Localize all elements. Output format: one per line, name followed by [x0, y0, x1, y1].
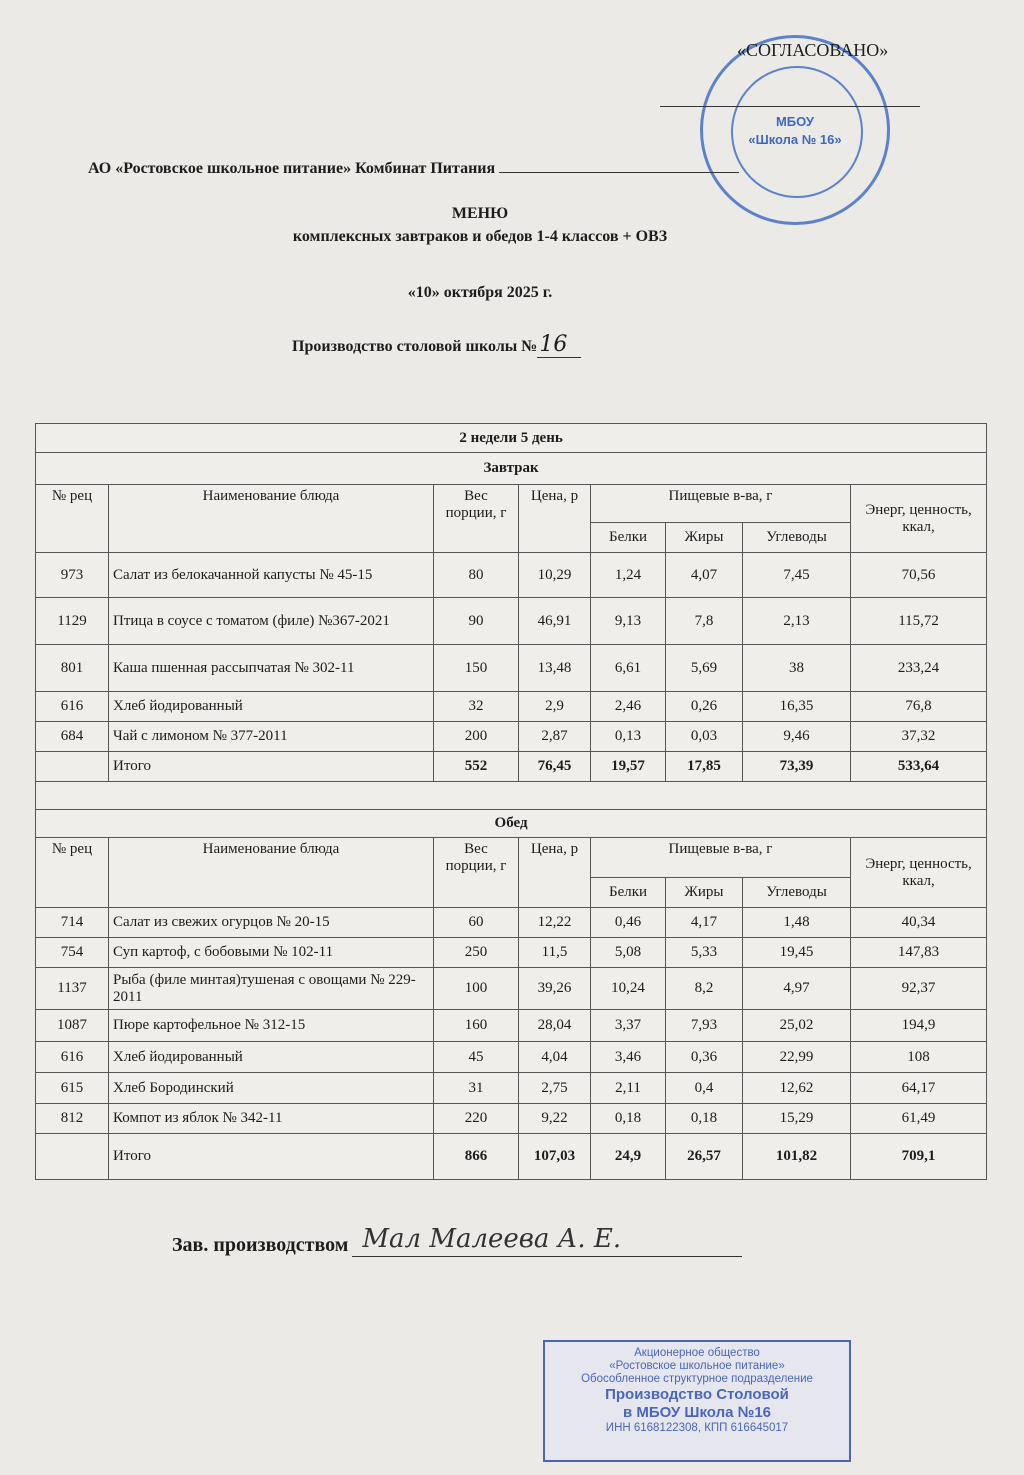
table-cell: 76,8 [851, 692, 987, 722]
table-cell: 16,35 [743, 692, 851, 722]
table-cell: 2,9 [519, 692, 591, 722]
total-cell: 101,82 [743, 1134, 851, 1180]
header-nutrients: Пищевые в-ва, г [591, 838, 851, 878]
table-cell: 9,22 [519, 1104, 591, 1134]
table-cell: 8,2 [666, 968, 743, 1010]
table-cell: 973 [36, 553, 109, 598]
table-row [36, 692, 987, 722]
table-cell: 12,62 [743, 1073, 851, 1104]
table-cell: 9,13 [591, 598, 666, 645]
organization-name: АО «Ростовское школьное питание» Комбинат Питания [88, 160, 496, 177]
table-cell: 3,46 [591, 1042, 666, 1073]
table-cell: 0,18 [666, 1104, 743, 1134]
total-cell: 107,03 [519, 1134, 591, 1180]
table-cell: 194,9 [851, 1010, 987, 1042]
menu-date: «10» октября 2025 г. [407, 284, 553, 301]
stamp-line: ИНН 6168122308, КПП 616645017 [605, 1422, 789, 1434]
table-cell: 7,45 [743, 553, 851, 598]
column-header-row [36, 485, 987, 523]
table-cell: 108 [851, 1042, 987, 1073]
table-cell: 7,93 [666, 1010, 743, 1042]
table-cell: 1137 [36, 968, 109, 1010]
total-cell: 866 [434, 1134, 519, 1180]
table-cell: 2,13 [743, 598, 851, 645]
section-title-row [36, 810, 987, 838]
table-cell: 2,75 [519, 1073, 591, 1104]
dish-name: Хлеб йодированный [109, 1042, 434, 1073]
stamp-line: в МБОУ Школа №16 [622, 1404, 772, 1421]
stamp-line: Производство Столовой [605, 1386, 789, 1403]
total-cell: 19,57 [591, 752, 666, 782]
table-cell: 25,02 [743, 1010, 851, 1042]
stamp-text: «Школа № 16» [748, 132, 842, 147]
table-cell: 45 [434, 1042, 519, 1073]
table-cell: 9,46 [743, 722, 851, 752]
table-row [36, 722, 987, 752]
table-cell: 615 [36, 1073, 109, 1104]
table-cell: 812 [36, 1104, 109, 1134]
header-fat: Жиры [666, 523, 743, 553]
table-cell: 3,37 [591, 1010, 666, 1042]
dish-name: Чай с лимоном № 377-2011 [109, 722, 434, 752]
week-day-title: 2 недели 5 день [36, 424, 987, 453]
table-cell: 39,26 [519, 968, 591, 1010]
table-cell: 0,13 [591, 722, 666, 752]
organization-header [88, 160, 739, 178]
total-cell: 76,45 [519, 752, 591, 782]
table-cell: 12,22 [519, 908, 591, 938]
header-price: Цена, р [519, 485, 591, 553]
table-cell: 4,97 [743, 968, 851, 1010]
table-cell: 1,24 [591, 553, 666, 598]
table-cell: 250 [434, 938, 519, 968]
table-cell: 10,29 [519, 553, 591, 598]
table-row [36, 908, 987, 938]
spacer-cell [36, 782, 987, 810]
header-carbs: Углеводы [743, 878, 851, 908]
header-energy: Энерг, ценность, ккал, [851, 838, 987, 908]
table-cell: 0,4 [666, 1073, 743, 1104]
table-cell: 38 [743, 645, 851, 692]
table-cell: 2,11 [591, 1073, 666, 1104]
production-label: Производство столовой школы № [292, 338, 538, 355]
stamp-text: МБОУ [775, 114, 815, 129]
table-cell: 92,37 [851, 968, 987, 1010]
table-cell: 0,36 [666, 1042, 743, 1073]
table-cell: 7,8 [666, 598, 743, 645]
approval-signature-line [660, 106, 920, 107]
table-cell: 5,69 [666, 645, 743, 692]
dish-name: Пюре картофельное № 312-15 [109, 1010, 434, 1042]
table-cell: 684 [36, 722, 109, 752]
table-cell: 22,99 [743, 1042, 851, 1073]
header-num: № рец [36, 485, 109, 553]
total-row [36, 1134, 987, 1180]
header-weight: Вес порции, г [434, 838, 519, 908]
table-cell: 90 [434, 598, 519, 645]
table-cell: 1129 [36, 598, 109, 645]
table-row [36, 1042, 987, 1073]
handwritten-signature: Мал Малеева А. Е. [362, 1224, 622, 1254]
approval-round-stamp [700, 35, 890, 225]
column-header-row [36, 838, 987, 878]
table-cell: 61,49 [851, 1104, 987, 1134]
section-title: Обед [36, 810, 987, 838]
table-cell: 1087 [36, 1010, 109, 1042]
table-cell: 0,26 [666, 692, 743, 722]
table-cell: 0,03 [666, 722, 743, 752]
dish-name: Хлеб йодированный [109, 692, 434, 722]
table-cell: 616 [36, 1042, 109, 1073]
section-title: Завтрак [36, 453, 987, 485]
total-cell: 17,85 [666, 752, 743, 782]
total-cell: 73,39 [743, 752, 851, 782]
table-row [36, 553, 987, 598]
total-label: Итого [109, 1134, 434, 1180]
approval-label: «СОГЛАСОВАНО» [737, 40, 889, 60]
table-cell: 4,04 [519, 1042, 591, 1073]
table-cell: 10,24 [591, 968, 666, 1010]
total-cell [36, 752, 109, 782]
table-cell: 40,34 [851, 908, 987, 938]
dish-name: Салат из белокачанной капусты № 45-15 [109, 553, 434, 598]
table-cell: 0,46 [591, 908, 666, 938]
table-cell: 6,61 [591, 645, 666, 692]
table-cell: 150 [434, 645, 519, 692]
header-name: Наименование блюда [109, 838, 434, 908]
header-carbs: Углеводы [743, 523, 851, 553]
header-fat: Жиры [666, 878, 743, 908]
header-protein: Белки [591, 523, 666, 553]
spacer-row [36, 782, 987, 810]
table-cell: 0,18 [591, 1104, 666, 1134]
table-row [36, 1073, 987, 1104]
table-cell: 70,56 [851, 553, 987, 598]
dish-name: Птица в соусе с томатом (филе) №367-2021 [109, 598, 434, 645]
table-cell: 80 [434, 553, 519, 598]
table-row [36, 645, 987, 692]
dish-name: Рыба (филе минтая)тушеная с овощами № 229-2011 [109, 968, 434, 1010]
table-cell: 37,32 [851, 722, 987, 752]
header-num: № рец [36, 838, 109, 908]
section-title-row [36, 453, 987, 485]
table-cell: 2,87 [519, 722, 591, 752]
production-line [292, 332, 581, 357]
table-cell: 31 [434, 1073, 519, 1104]
table-cell: 28,04 [519, 1010, 591, 1042]
table-row [36, 938, 987, 968]
table-row [36, 968, 987, 1010]
table-cell: 32 [434, 692, 519, 722]
table-cell: 1,48 [743, 908, 851, 938]
header-price: Цена, р [519, 838, 591, 908]
table-cell: 200 [434, 722, 519, 752]
total-row [36, 752, 987, 782]
total-cell: 552 [434, 752, 519, 782]
menu-table [35, 423, 987, 1180]
table-cell: 714 [36, 908, 109, 938]
signature-block [172, 1224, 742, 1257]
dish-name: Суп картоф, с бобовыми № 102-11 [109, 938, 434, 968]
table-cell: 5,33 [666, 938, 743, 968]
stamp-line: Обособленное структурное подразделение [581, 1373, 813, 1385]
week-day-row [36, 424, 987, 453]
header-protein: Белки [591, 878, 666, 908]
table-row [36, 1104, 987, 1134]
table-cell: 13,48 [519, 645, 591, 692]
total-cell: 24,9 [591, 1134, 666, 1180]
header-name: Наименование блюда [109, 485, 434, 553]
total-cell: 533,64 [851, 752, 987, 782]
table-row [36, 1010, 987, 1042]
table-cell: 616 [36, 692, 109, 722]
table-cell: 147,83 [851, 938, 987, 968]
table-cell: 60 [434, 908, 519, 938]
table-cell: 19,45 [743, 938, 851, 968]
dish-name: Компот из яблок № 342-11 [109, 1104, 434, 1134]
menu-subtitle: комплексных завтраков и обедов 1-4 классов + ОВЗ [292, 228, 668, 245]
school-number-handwritten: 16 [537, 332, 581, 358]
total-cell: 26,57 [666, 1134, 743, 1180]
table-cell: 15,29 [743, 1104, 851, 1134]
table-cell: 11,5 [519, 938, 591, 968]
table-cell: 5,08 [591, 938, 666, 968]
dish-name: Салат из свежих огурцов № 20-15 [109, 908, 434, 938]
stamp-line: Акционерное общество [634, 1347, 760, 1359]
table-cell: 100 [434, 968, 519, 1010]
total-cell [36, 1134, 109, 1180]
table-row [36, 598, 987, 645]
total-label: Итого [109, 752, 434, 782]
table-cell: 801 [36, 645, 109, 692]
table-cell: 220 [434, 1104, 519, 1134]
table-cell: 46,91 [519, 598, 591, 645]
table-cell: 233,24 [851, 645, 987, 692]
table-cell: 64,17 [851, 1073, 987, 1104]
table-cell: 754 [36, 938, 109, 968]
dish-name: Хлеб Бородинский [109, 1073, 434, 1104]
stamp-line: «Ростовское школьное питание» [609, 1360, 785, 1372]
table-cell: 2,46 [591, 692, 666, 722]
menu-title: МЕНЮ [451, 205, 509, 222]
signature-label: Зав. производством [172, 1234, 349, 1256]
header-nutrients: Пищевые в-ва, г [591, 485, 851, 523]
table-cell: 115,72 [851, 598, 987, 645]
table-cell: 4,07 [666, 553, 743, 598]
table-cell: 4,17 [666, 908, 743, 938]
header-energy: Энерг, ценность, ккал, [851, 485, 987, 553]
production-stamp [543, 1340, 851, 1462]
table-cell: 160 [434, 1010, 519, 1042]
dish-name: Каша пшенная рассыпчатая № 302-11 [109, 645, 434, 692]
total-cell: 709,1 [851, 1134, 987, 1180]
header-weight: Вес порции, г [434, 485, 519, 553]
